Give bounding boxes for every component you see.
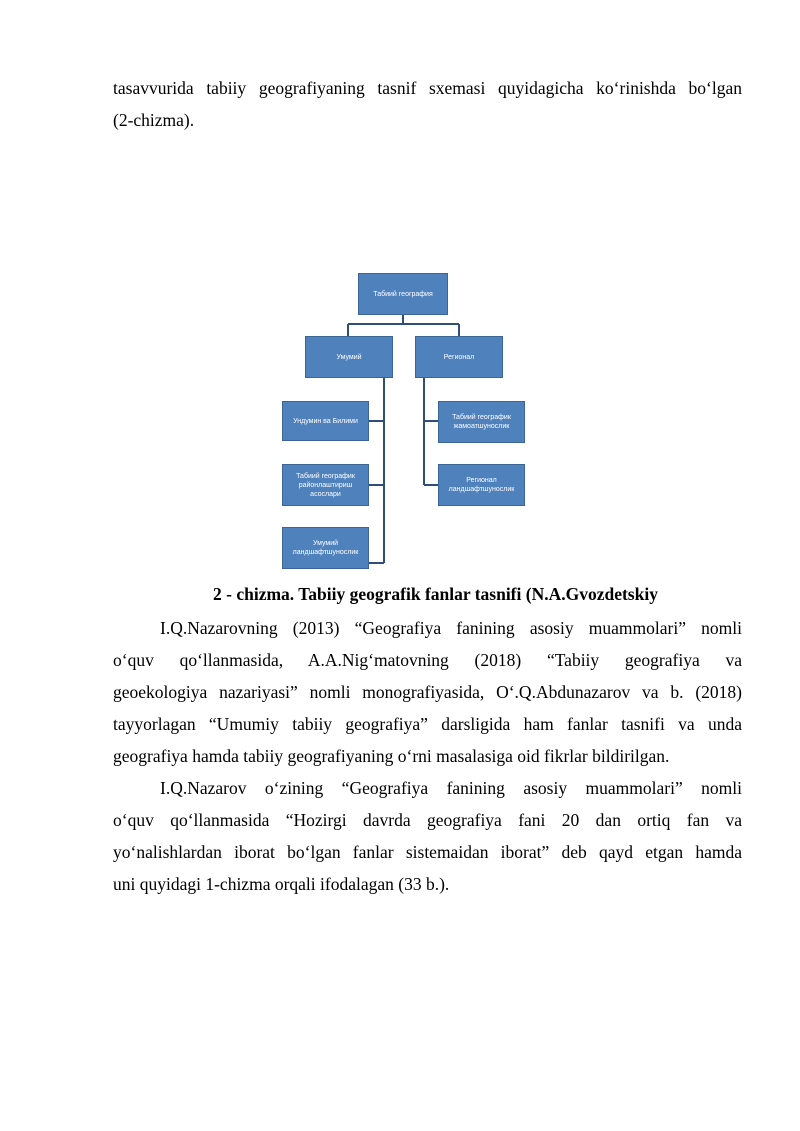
text-line: o‘quv qo‘llanmasida “Hozirgi davrda geografiya fani 20 dan ortiq fan va: [113, 810, 742, 830]
text-line: tasavvurida tabiiy geografiyaning tasnif sxemasi quyidagicha ko‘rinishda bo‘lgan: [113, 78, 742, 98]
classification-diagram: [276, 268, 536, 574]
diagram-left-item: Ундумин ва Билими: [282, 401, 369, 441]
diagram-left-item: Табиий географик районлаштириш асослари: [282, 464, 369, 506]
text-line: uni quyidagi 1-chizma orqali ifodalagan (33 b.).: [113, 874, 450, 894]
text-line: (2-chizma).: [113, 110, 195, 130]
paragraph-sources: [113, 612, 742, 772]
text-line: yo‘nalishlardan iborat bo‘lgan fanlar sistemaidan iborat” deb qayd etgan hamda: [113, 842, 742, 862]
text-line: geografiya hamda tabiiy geografiyaning o‘rni masalasiga oid fikrlar bildirilgan.: [113, 746, 670, 766]
paragraph-nazarov: [113, 772, 742, 900]
text-line: o‘quv qo‘llanmasida, A.A.Nig‘matovning (2018) “Tabiiy geografiya va: [113, 650, 742, 670]
text-line: geoekologiya nazariyasi” nomli monografiyasida, O‘.Q.Abdunazarov va b. (2018): [113, 682, 742, 702]
diagram-branch-regional: Регионал: [415, 336, 503, 378]
paragraph-intro: [113, 72, 742, 136]
diagram-right-item: Табиий географик жамоатшунослик: [438, 401, 525, 443]
diagram-root-box: Табиий география: [358, 273, 448, 315]
text-line: tayyorlagan “Umumiy tabiiy geografiya” darsligida ham fanlar tasnifi va unda: [113, 714, 742, 734]
diagram-left-item: Умумий ландшафтшунослик: [282, 527, 369, 569]
text-line: I.Q.Nazarov o‘zining “Geografiya fanining asosiy muammolari” nomli: [160, 778, 742, 798]
diagram-branch-general: Умумий: [305, 336, 393, 378]
figure-caption: 2 - chizma. Tabiiy geografik fanlar tasnifi (N.A.Gvozdetskiy: [213, 584, 658, 604]
text-line: I.Q.Nazarovning (2013) “Geografiya fanining asosiy muammolari” nomli: [160, 618, 742, 638]
diagram-right-item: Регионал ландшафтшунослик: [438, 464, 525, 506]
